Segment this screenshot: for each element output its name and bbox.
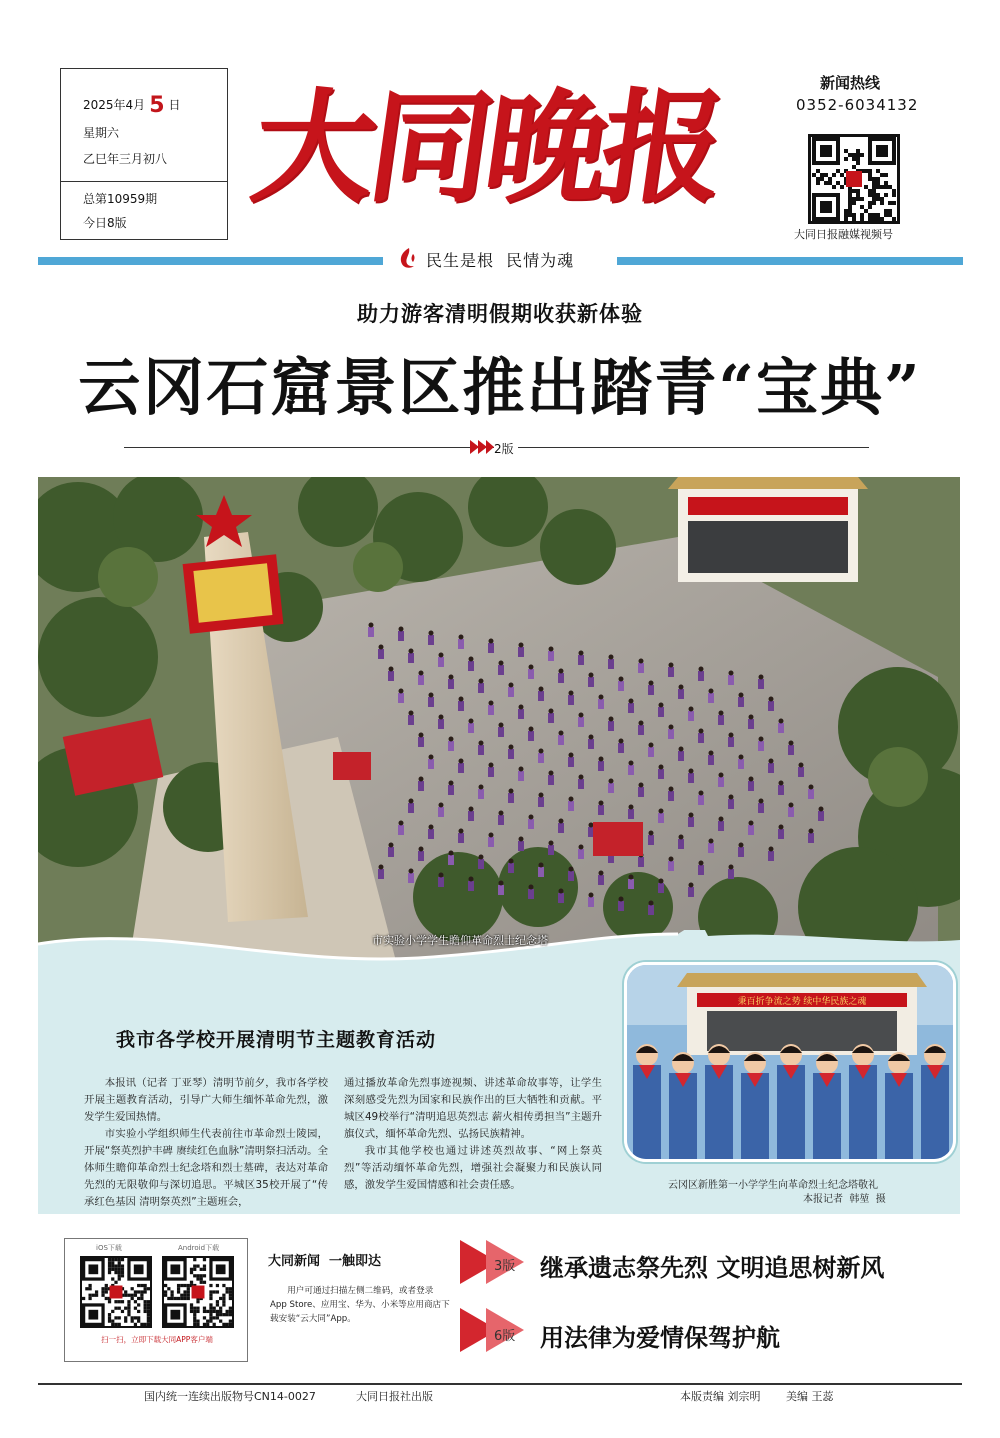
paragraph: 我市其他学校也通过讲述英烈故事、“网上祭英烈”等活动缅怀革命先烈，增强社会凝聚力和民族认同感，激发学生爱国情感和社会责任感。 <box>344 1145 602 1191</box>
paragraph: 通过播放革命先烈事迹视频、讲述革命故事等，让学生深刻感受先烈为国家和民族作出的巨大牺牲和贡献。平城区49校举行“清明追思英烈志 薪火相传勇担当”主题升旗仪式，缅怀革命先烈、弘扬民族精神。 <box>344 1077 602 1140</box>
slogan-bar-right <box>617 257 963 265</box>
slogan-bar-left <box>38 257 383 265</box>
app-promo-text: 用户可通过扫描左侧二维码，或者登录App Store、应用宝、华为、小米等应用商店下载安装“云大同”App。 <box>270 1286 450 1324</box>
app-promo-title: 大同新闻 一触即达 <box>268 1254 382 1269</box>
footer-editor: 本版责编 刘宗明 <box>680 1390 761 1403</box>
paragraph: 市实验小学组织师生代表前往市革命烈士陵园，开展“祭英烈护丰碑 赓续红色血脉”清明祭扫活动。全体师生瞻仰革命烈士纪念塔和烈士墓碑，表达对革命先烈的无限敬仰与深切追思。平城区35校开展了“传承红色基因 清明祭英烈”主题班会， <box>84 1128 328 1208</box>
paragraph: 本报讯（记者 丁亚琴）清明节前夕，我市各学校开展主题教育活动，引导广大师生缅怀革命先烈，激发学生爱国热情。 <box>84 1077 328 1123</box>
page-ref[interactable]: 2版 <box>494 440 518 457</box>
footer-designer: 美编 王蕊 <box>786 1390 834 1403</box>
teaser-page[interactable]: 3版 <box>494 1259 516 1274</box>
article-title[interactable]: 我市各学校开展清明节主题教育活动 <box>116 1029 437 1051</box>
main-photo <box>38 477 960 969</box>
page-ref-arrow-icon <box>470 440 494 454</box>
issue-number: 总第10959期 <box>83 192 158 206</box>
hotline-label: 新闻热线 <box>820 74 881 92</box>
memorial-scene <box>38 477 960 969</box>
date-box <box>60 68 228 240</box>
masthead-title: 大同晚报 <box>243 75 729 219</box>
article-column-2 <box>344 1075 602 1194</box>
qr-caption: 大同日报融媒视频号 <box>794 228 893 241</box>
main-photo-caption: 市实验小学学生瞻仰革命烈士纪念塔 <box>372 934 548 947</box>
inset-caption: 云冈区新胜第一小学学生向革命烈士纪念塔敬礼 <box>668 1180 878 1191</box>
main-headline[interactable]: 云冈石窟景区推出踏青“宝典” <box>78 351 922 424</box>
headline-kicker: 助力游客清明假期收获新体验 <box>357 302 643 326</box>
salute-scene <box>627 965 953 1159</box>
android-label: Android下载 <box>178 1244 220 1252</box>
date-line <box>83 93 181 118</box>
teaser-title[interactable]: 用法律为爱情保驾护航 <box>540 1323 780 1352</box>
saluting-students <box>633 1044 949 1159</box>
date-year-month: 2025年4月 <box>83 98 146 112</box>
teaser-page[interactable]: 6版 <box>494 1329 516 1344</box>
qr-pattern <box>82 1258 150 1326</box>
date-day-suffix: 日 <box>168 98 181 112</box>
qr-code[interactable] <box>808 134 900 224</box>
flame-logo-icon <box>396 246 420 270</box>
qr-pattern <box>164 1258 232 1326</box>
inset-banner: 秉百折争流之势 续中华民族之魂 <box>737 997 867 1007</box>
article-column-1 <box>84 1075 328 1211</box>
teaser-title[interactable]: 继承遗志祭先烈 文明追思树新风 <box>540 1253 885 1282</box>
hotline-number: 0352-6034132 <box>796 96 919 114</box>
footer-rule <box>38 1383 962 1385</box>
page-count: 今日8版 <box>83 216 127 230</box>
qr-pattern <box>811 137 897 221</box>
inset-credit: 本报记者 韩堃 摄 <box>803 1194 886 1205</box>
android-qr-code[interactable] <box>162 1256 234 1328</box>
footer-publisher: 大同日报社出版 <box>356 1390 433 1403</box>
inset-photo <box>624 962 956 1162</box>
slogan: 民生是根 民情为魂 <box>426 251 575 270</box>
footer-serial: 国内统一连续出版物号CN14-0027 <box>144 1390 316 1403</box>
ios-label: iOS下载 <box>96 1244 122 1252</box>
ios-qr-code[interactable] <box>80 1256 152 1328</box>
app-download-caption: 扫一扫，立即下载大同APP客户端 <box>101 1335 213 1344</box>
date-divider <box>61 181 227 182</box>
date-day: 5 <box>149 93 165 118</box>
date-lunar: 乙巳年三月初八 <box>83 152 168 166</box>
date-weekday: 星期六 <box>83 126 120 140</box>
